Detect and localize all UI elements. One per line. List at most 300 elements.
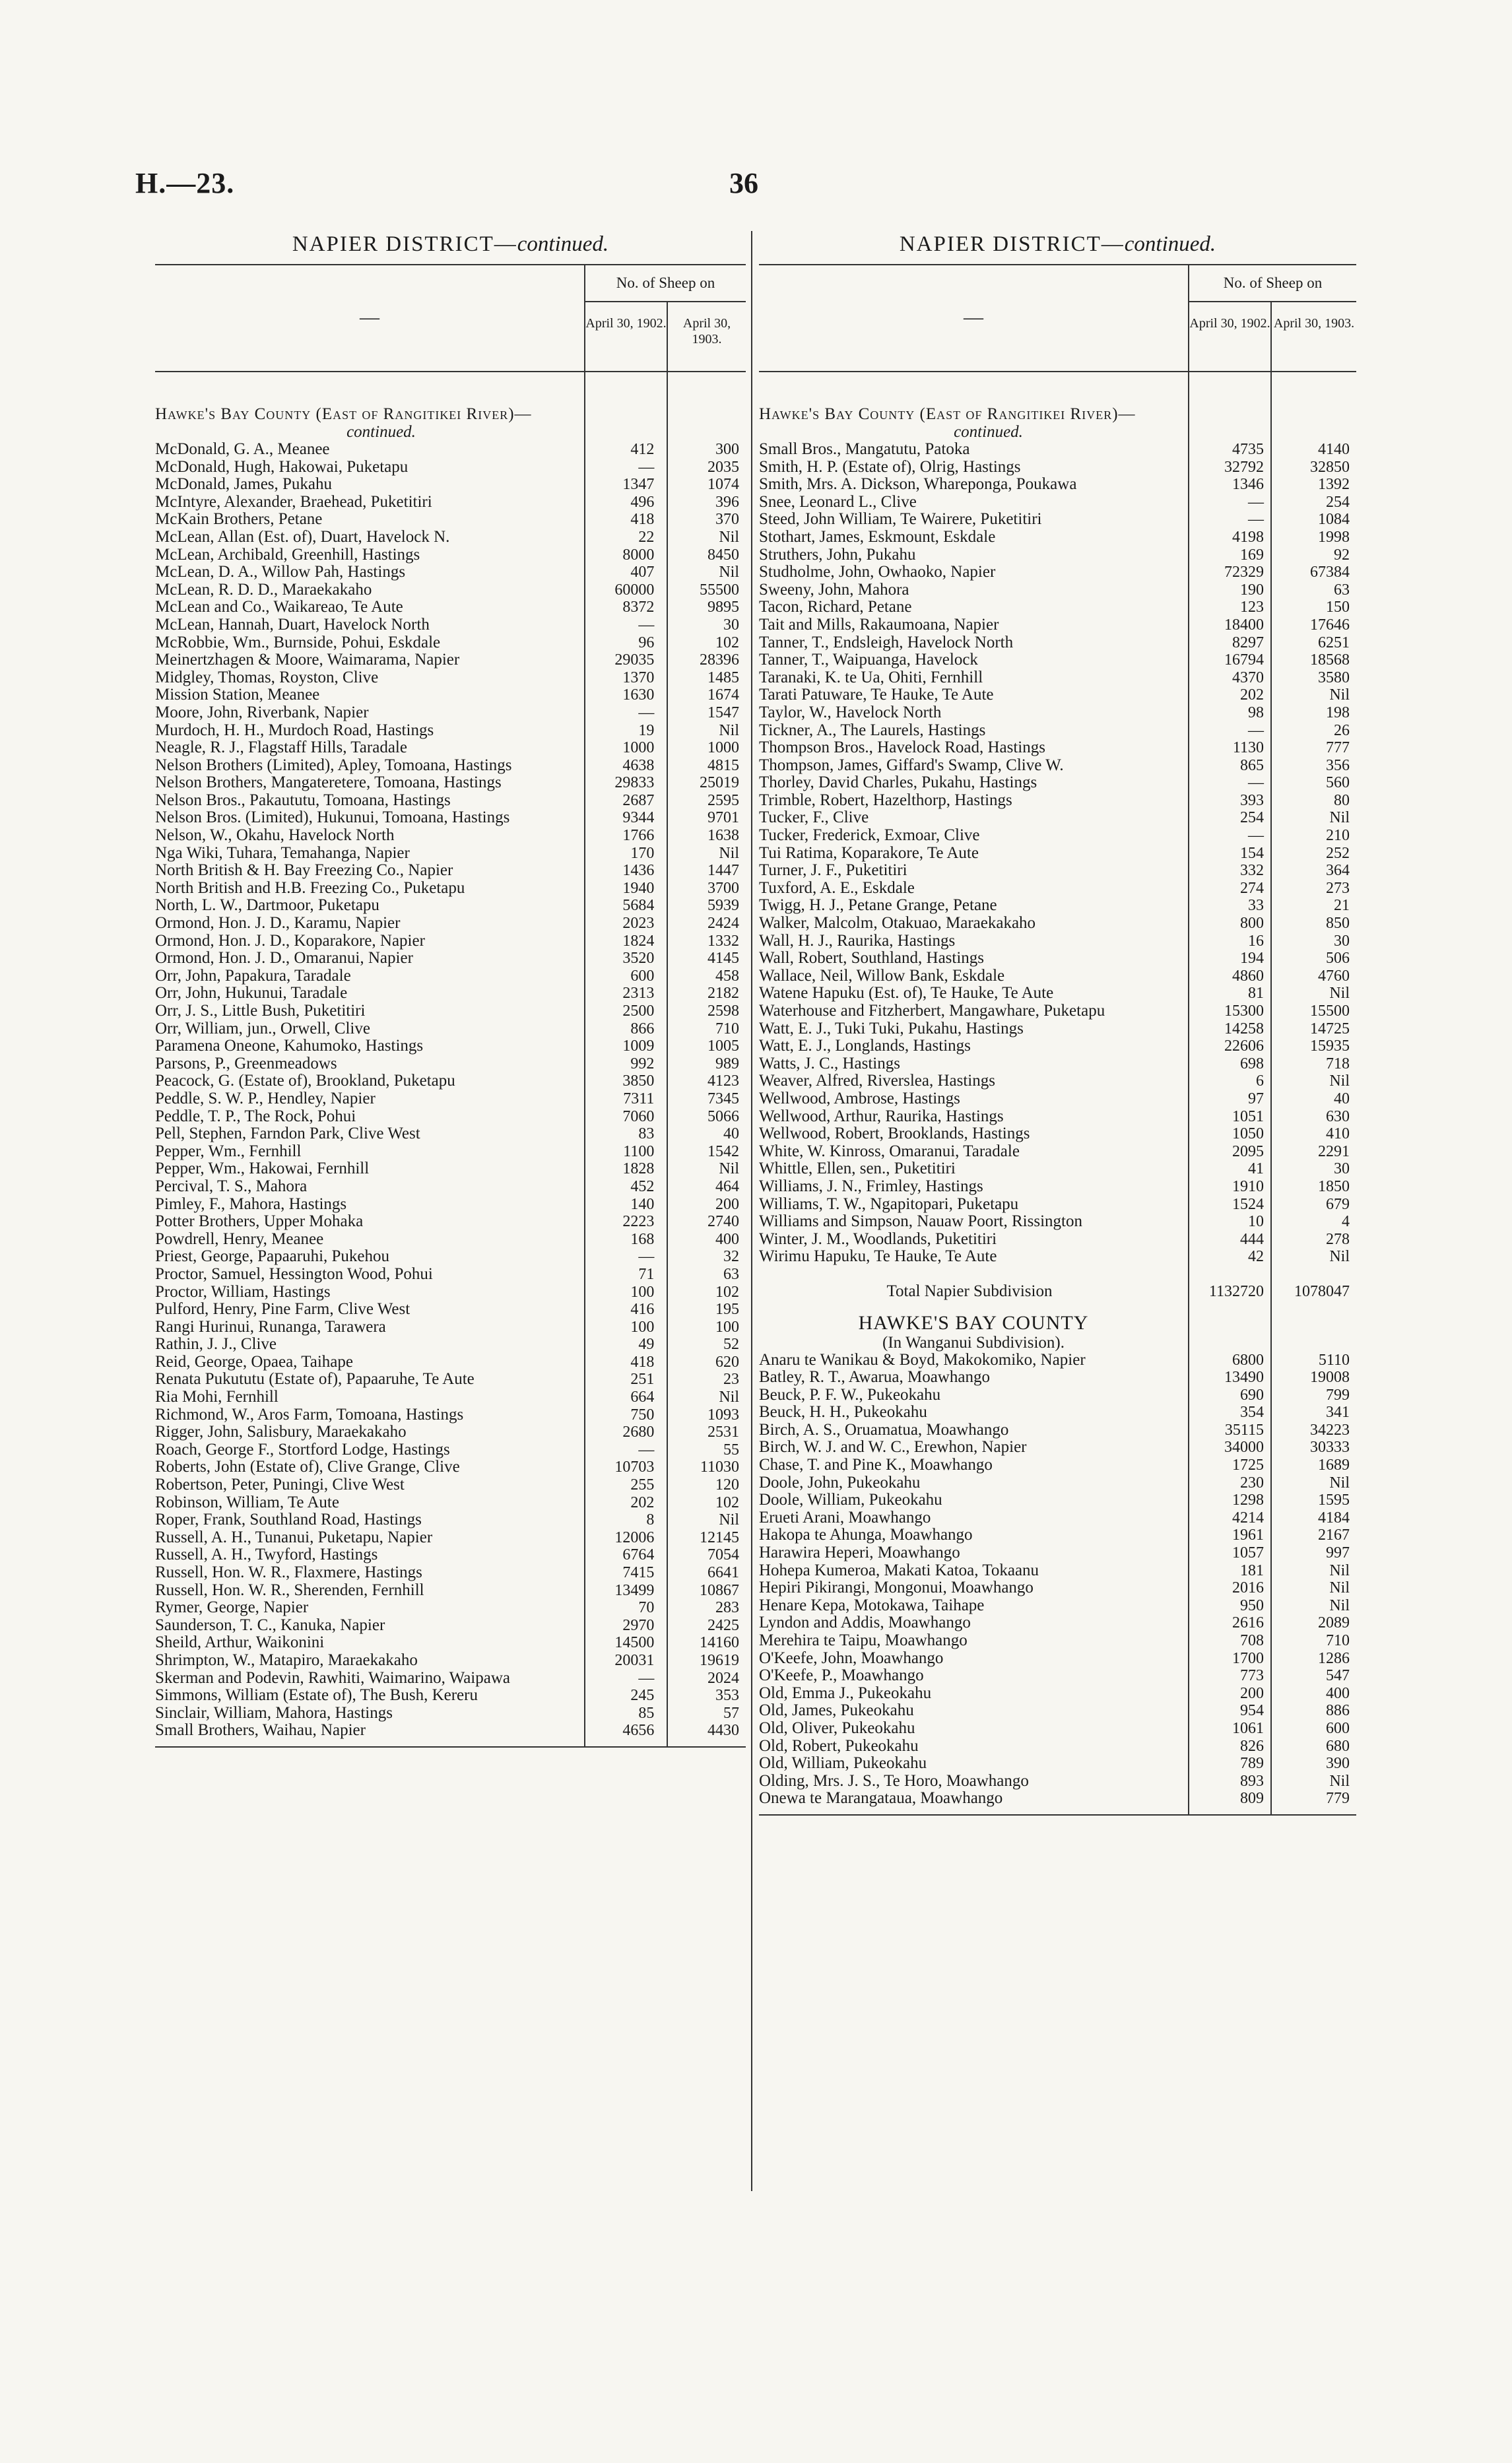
sheep-1903: 1074 <box>707 476 739 494</box>
table-row <box>759 933 1356 950</box>
sheep-1903: 63 <box>723 1265 739 1283</box>
table-row <box>155 651 746 669</box>
sheep-1902: 1961 <box>1232 1527 1264 1544</box>
sheep-1903: 1447 <box>707 862 739 880</box>
sheep-1903: 40 <box>1334 1090 1350 1107</box>
sheep-1902: 42 <box>1248 1248 1264 1266</box>
owner-name: Orr, John, Hukunui, Taradale <box>155 984 348 1002</box>
right-rows <box>759 441 1356 1266</box>
left-header-group: No. of Sheep on <box>584 265 746 302</box>
table-row <box>759 985 1356 1002</box>
owner-name: McDonald, Hugh, Hakowai, Puketapu <box>155 457 409 476</box>
owner-name: North, L. W., Dartmoor, Puketapu <box>155 896 379 915</box>
right-section-name: Hawke's Bay County (East of Rangitikei River)— <box>759 405 1136 423</box>
sheep-1902: 10703 <box>614 1459 655 1476</box>
owner-name: Thorley, David Charles, Pukahu, Hastings <box>759 773 1037 792</box>
table-row <box>759 722 1356 740</box>
owner-name: Henare Kepa, Motokawa, Taihape <box>759 1596 985 1614</box>
sheep-1903: 1000 <box>707 739 739 757</box>
left-section-name: Hawke's Bay County (East of Rangitikei River)— <box>155 405 532 423</box>
sheep-1902: 800 <box>1240 915 1264 933</box>
owner-name: Snee, Leonard L., Clive <box>759 492 917 511</box>
table-row <box>155 1248 746 1266</box>
table-row <box>155 546 746 564</box>
left-header-dash: — <box>360 306 379 328</box>
sheep-1903: 14725 <box>1310 1020 1350 1037</box>
owner-name: Anaru te Wanikau & Boyd, Makokomiko, Napier <box>759 1350 1086 1369</box>
table-row <box>759 1178 1356 1196</box>
table-row <box>155 1529 746 1547</box>
total-1903: 1078047 <box>1294 1282 1350 1300</box>
sheep-1903: Nil <box>719 528 739 546</box>
owner-name: O'Keefe, P., Moawhango <box>759 1666 924 1685</box>
sheep-1903: 600 <box>1326 1719 1350 1737</box>
sheep-1903: 2167 <box>1318 1527 1350 1544</box>
table-row <box>759 1231 1356 1249</box>
owner-name: Priest, George, Papaaruhi, Pukehou <box>155 1247 390 1266</box>
sheep-1902: 4735 <box>1232 441 1264 458</box>
owner-name: McLean, R. D. D., Maraekakaho <box>155 580 372 599</box>
sheep-1902: 2095 <box>1232 1142 1264 1160</box>
right-title-main: NAPIER DISTRICT— <box>899 232 1125 256</box>
owner-name: Nelson Bros. (Limited), Hukunui, Tomoana, Hastings <box>155 808 510 827</box>
table-row <box>759 1108 1356 1126</box>
table-row <box>155 1002 746 1020</box>
owner-name: Skerman and Podevin, Rawhiti, Waimarino, Waipawa <box>155 1668 511 1687</box>
table-row <box>155 1494 746 1512</box>
sheep-1903: 364 <box>1326 862 1350 880</box>
sheep-1902: 85 <box>638 1704 655 1722</box>
owner-name: Waterhouse and Fitzherbert, Mangawhare, Puketapu <box>759 1002 1105 1020</box>
table-row <box>155 1722 746 1740</box>
owner-name: Richmond, W., Aros Farm, Tomoana, Hastings <box>155 1405 464 1424</box>
owner-name: Old, William, Pukeokahu <box>759 1754 927 1773</box>
owner-name: Peacock, G. (Estate of), Brookland, Puketapu <box>155 1072 455 1090</box>
table-row <box>155 459 746 476</box>
owner-name: Sinclair, William, Mahora, Hastings <box>155 1703 393 1722</box>
sheep-1902: 1700 <box>1232 1649 1264 1667</box>
owner-name: Watts, J. C., Hastings <box>759 1054 900 1072</box>
table-row <box>759 968 1356 985</box>
sheep-1903: 7054 <box>707 1546 739 1564</box>
owner-name: Potter Brothers, Upper Mohaka <box>155 1212 364 1231</box>
table-row <box>759 1650 1356 1668</box>
table-row <box>759 651 1356 669</box>
owner-name: Hohepa Kumeroa, Makati Katoa, Tokaanu <box>759 1561 1039 1579</box>
sheep-1902: 7060 <box>622 1107 655 1125</box>
table-row <box>759 1020 1356 1038</box>
sheep-1902: 7415 <box>622 1564 655 1581</box>
right-header-group: No. of Sheep on <box>1188 265 1356 302</box>
sheep-1903: Nil <box>1329 1561 1350 1579</box>
owner-name: Orr, William, jun., Orwell, Clive <box>155 1019 370 1037</box>
owner-name: Russell, Hon. W. R., Flaxmere, Hastings <box>155 1563 422 1581</box>
sheep-1902: 71 <box>638 1265 655 1283</box>
table-row <box>759 616 1356 634</box>
sheep-1902: 954 <box>1240 1702 1264 1720</box>
table-row <box>155 669 746 687</box>
table-row <box>155 862 746 880</box>
sheep-1903: 779 <box>1326 1790 1350 1808</box>
table-row <box>155 1284 746 1301</box>
table-row <box>759 581 1356 599</box>
table-row <box>155 1231 746 1249</box>
table-row <box>759 1614 1356 1632</box>
left-rows <box>155 441 746 1740</box>
owner-name: Tickner, A., The Laurels, Hastings <box>759 721 986 739</box>
left-section-heading <box>155 405 746 441</box>
sheep-1902: 407 <box>630 564 655 581</box>
table-row <box>759 827 1356 845</box>
table-row <box>155 1670 746 1688</box>
owner-name: McLean, Allan (Est. of), Duart, Havelock N. <box>155 527 450 546</box>
sheep-1902: — <box>638 1669 655 1687</box>
page-reference: H.—23. <box>135 167 235 199</box>
owner-name: Proctor, Samuel, Hessington Wood, Pohui <box>155 1264 433 1283</box>
sheep-1902: 194 <box>1240 950 1264 968</box>
table-row <box>155 634 746 652</box>
owner-name: McLean, Hannah, Duart, Havelock North <box>155 615 430 634</box>
sheep-1903: 3700 <box>707 879 739 897</box>
sheep-1902: 992 <box>630 1055 655 1072</box>
sheep-1902: 698 <box>1240 1055 1264 1072</box>
sheep-1902: 1766 <box>622 827 655 845</box>
owner-name: Ormond, Hon. J. D., Omaranui, Napier <box>155 949 413 968</box>
sheep-1902: 1009 <box>622 1037 655 1055</box>
table-row <box>759 599 1356 616</box>
sheep-1903: 200 <box>715 1195 739 1213</box>
left-header-1903: April 30, 1903. <box>667 302 746 371</box>
sheep-1902: 893 <box>1240 1772 1264 1790</box>
left-table-body <box>155 372 746 1748</box>
table-row <box>759 704 1356 722</box>
owner-name: Sheild, Arthur, Waikonini <box>155 1633 325 1652</box>
owner-name: Turner, J. F., Puketitiri <box>759 861 907 880</box>
table-row <box>759 546 1356 564</box>
sheep-1902: 4656 <box>622 1722 655 1740</box>
sheep-1903: 30333 <box>1310 1439 1350 1457</box>
table-row <box>759 1509 1356 1527</box>
sheep-1902: 4198 <box>1232 528 1264 546</box>
sheep-1903: 23 <box>723 1371 739 1389</box>
owner-name: Peddle, T. P., The Rock, Pohui <box>155 1107 356 1125</box>
table-row <box>759 669 1356 687</box>
owner-name: Taylor, W., Havelock North <box>759 703 942 721</box>
owner-name: Tuxford, A. E., Eskdale <box>759 878 915 897</box>
owner-name: Taranaki, K. te Ua, Ohiti, Fernhill <box>759 668 983 686</box>
owner-name: Wellwood, Arthur, Raurika, Hastings <box>759 1107 1004 1125</box>
sheep-1902: 418 <box>630 1353 655 1371</box>
sheep-1902: 789 <box>1240 1755 1264 1773</box>
sheep-1903: 2089 <box>1318 1614 1350 1632</box>
sheep-1903: Nil <box>719 721 739 739</box>
sheep-1903: Nil <box>1329 809 1350 827</box>
sheep-1903: 680 <box>1326 1737 1350 1755</box>
table-row <box>759 1702 1356 1720</box>
right-section-cont: continued. <box>954 423 1023 441</box>
sheep-1903: Nil <box>719 844 739 862</box>
sheep-1903: 10867 <box>700 1581 739 1599</box>
sheep-1903: Nil <box>719 1160 739 1178</box>
table-row <box>155 1634 746 1652</box>
owner-name: Pimley, F., Mahora, Hastings <box>155 1195 347 1213</box>
sheep-1902: 1346 <box>1232 476 1264 494</box>
sheep-1902: 49 <box>638 1336 655 1354</box>
owner-name: Trimble, Robert, Hazelthorp, Hastings <box>759 791 1012 809</box>
sheep-1902: 2016 <box>1232 1579 1264 1597</box>
sheep-1902: 140 <box>630 1195 655 1213</box>
table-row <box>155 1213 746 1231</box>
owner-name: Studholme, John, Owhaoko, Napier <box>759 563 996 581</box>
sheep-1902: 1524 <box>1232 1195 1264 1213</box>
sheep-1902: 4860 <box>1232 967 1264 985</box>
owner-name: McLean and Co., Waikareao, Te Aute <box>155 598 403 616</box>
sheep-1903: 80 <box>1334 791 1350 809</box>
right-section-heading <box>759 405 1356 441</box>
left-table-header <box>155 264 746 372</box>
sheep-1903: 32850 <box>1310 458 1350 476</box>
sheep-1902: 70 <box>638 1599 655 1617</box>
owner-name: Wellwood, Robert, Brooklands, Hastings <box>759 1125 1030 1143</box>
sheep-1902: 72329 <box>1224 564 1264 581</box>
table-row <box>759 1369 1356 1387</box>
owner-name: Wallace, Neil, Willow Bank, Eskdale <box>759 966 1005 985</box>
left-title-main: NAPIER DISTRICT— <box>292 232 517 256</box>
owner-name: Orr, John, Papakura, Taradale <box>155 966 351 985</box>
owner-name: Nelson Brothers, Mangateretere, Tomoana, Hastings <box>155 773 502 792</box>
sheep-1902: 274 <box>1240 879 1264 897</box>
sheep-1903: 1542 <box>707 1142 739 1160</box>
table-row <box>759 862 1356 880</box>
table-row <box>759 494 1356 511</box>
sheep-1903: 252 <box>1326 844 1350 862</box>
sheep-1902: — <box>1248 493 1264 511</box>
sheep-1903: 55500 <box>700 581 739 599</box>
sheep-1903: 1332 <box>707 932 739 950</box>
sheep-1903: 850 <box>1326 915 1350 933</box>
sheep-1902: 393 <box>1240 791 1264 809</box>
owner-name: Percival, T. S., Mahora <box>155 1177 308 1195</box>
sheep-1903: 254 <box>1326 493 1350 511</box>
sheep-1902: — <box>1248 721 1264 739</box>
sheep-1903: 547 <box>1326 1667 1350 1685</box>
sheep-1903: 55 <box>723 1441 739 1459</box>
sheep-1903: 21 <box>1334 897 1350 915</box>
sheep-1903: 4815 <box>707 756 739 774</box>
sheep-1902: 1100 <box>623 1142 655 1160</box>
table-row <box>759 529 1356 546</box>
owner-name: Williams, J. N., Frimley, Hastings <box>759 1177 983 1195</box>
sheep-1902: 32792 <box>1224 458 1264 476</box>
sheep-1903: 710 <box>1326 1632 1350 1649</box>
sheep-1902: 600 <box>630 967 655 985</box>
sheep-1903: 63 <box>1334 581 1350 599</box>
owner-name: Ria Mohi, Fernhill <box>155 1388 279 1406</box>
sheep-1902: 2500 <box>622 1002 655 1020</box>
owner-name: Onewa te Marangataua, Moawhango <box>759 1789 1003 1808</box>
owner-name: Birch, W. J. and W. C., Erewhon, Napier <box>759 1438 1027 1457</box>
owner-name: Batley, R. T., Awarua, Moawhango <box>759 1368 990 1387</box>
sheep-1903: 19008 <box>1310 1369 1350 1387</box>
owner-name: Reid, George, Opaea, Taihape <box>155 1352 353 1371</box>
sheep-1902: 33 <box>1248 897 1264 915</box>
owner-name: Nga Wiki, Tuhara, Temahanga, Napier <box>155 843 410 862</box>
table-row <box>759 1002 1356 1020</box>
owner-name: McDonald, G. A., Meanee <box>155 440 330 458</box>
owner-name: McKain Brothers, Petane <box>155 510 323 529</box>
owner-name: Merehira te Taipu, Moawhango <box>759 1631 968 1649</box>
sheep-1902: 170 <box>630 844 655 862</box>
table-row <box>759 1125 1356 1143</box>
sheep-1902: 123 <box>1240 599 1264 616</box>
table-row <box>759 792 1356 810</box>
sheep-1903: 8450 <box>707 546 739 564</box>
sheep-1903: 4 <box>1342 1213 1350 1231</box>
sheep-1902: 16794 <box>1224 651 1264 669</box>
owner-name: Roach, George F., Stortford Lodge, Hastings <box>155 1440 450 1459</box>
owner-name: Old, Oliver, Pukeokahu <box>759 1719 915 1737</box>
sheep-1902: 245 <box>630 1687 655 1705</box>
sheep-1902: 60000 <box>614 581 655 599</box>
owner-name: Steed, John William, Te Wairere, Puketitiri <box>759 510 1042 529</box>
sheep-1902: 2023 <box>622 915 655 933</box>
table-row <box>155 1160 746 1178</box>
sheep-1902: 664 <box>630 1389 655 1406</box>
sheep-1902: 6 <box>1256 1072 1264 1090</box>
sheep-1903: 6251 <box>1318 634 1350 651</box>
sheep-1903: 710 <box>715 1020 739 1037</box>
table-row <box>759 1755 1356 1773</box>
owner-name: North British & H. Bay Freezing Co., Napier <box>155 861 453 880</box>
sheep-1902: 4370 <box>1232 669 1264 686</box>
sheep-1902: 81 <box>1248 985 1264 1002</box>
sheep-1903: Nil <box>719 1389 739 1406</box>
table-row <box>155 897 746 915</box>
table-row <box>155 722 746 740</box>
owner-name: O'Keefe, John, Moawhango <box>759 1649 944 1667</box>
table-row <box>759 1632 1356 1650</box>
sheep-1903: 2291 <box>1318 1142 1350 1160</box>
table-row <box>759 1055 1356 1073</box>
sheep-1903: 4123 <box>707 1072 739 1090</box>
table-row <box>155 1301 746 1319</box>
county-subheading: (In Wanganui Subdivision). <box>882 1333 1065 1352</box>
sheep-1902: 10 <box>1248 1213 1264 1231</box>
owner-name: Whittle, Ellen, sen., Puketitiri <box>759 1160 956 1178</box>
sheep-1902: 708 <box>1240 1632 1264 1649</box>
sheep-1903: 7345 <box>707 1090 739 1107</box>
sheep-1902: 1051 <box>1232 1107 1264 1125</box>
owner-name: Tucker, F., Clive <box>759 808 869 827</box>
table-row <box>155 1705 746 1723</box>
table-row <box>155 494 746 511</box>
owner-name: Orr, J. S., Little Bush, Puketitiri <box>155 1002 366 1020</box>
owner-name: Roper, Frank, Southland Road, Hastings <box>155 1511 422 1529</box>
owner-name: Doole, John, Pukeokahu <box>759 1473 921 1492</box>
owner-name: Meinertzhagen & Moore, Waimarama, Napier <box>155 651 460 669</box>
owner-name: Wall, Robert, Southland, Hastings <box>759 949 985 968</box>
sheep-1902: 8372 <box>622 599 655 616</box>
sheep-1902: 19 <box>638 721 655 739</box>
owner-name: Thompson, James, Giffard's Swamp, Clive W. <box>759 756 1064 774</box>
sheep-1902: — <box>638 704 655 721</box>
sheep-1903: 5110 <box>1318 1351 1350 1369</box>
table-row <box>759 511 1356 529</box>
sheep-1903: 630 <box>1326 1107 1350 1125</box>
sheep-1902: 181 <box>1240 1561 1264 1579</box>
sheep-1902: 690 <box>1240 1386 1264 1404</box>
sheep-1902: 1000 <box>622 739 655 757</box>
owner-name: Robinson, William, Te Aute <box>155 1493 339 1511</box>
owner-name: Paramena Oneone, Kahumoko, Hastings <box>155 1037 424 1055</box>
table-row <box>759 1597 1356 1615</box>
table-row <box>155 827 746 845</box>
table-row <box>155 880 746 898</box>
owner-name: Midgley, Thomas, Royston, Clive <box>155 668 379 686</box>
owner-name: Williams, T. W., Ngapitopari, Puketapu <box>759 1195 1019 1213</box>
column-divider <box>751 231 752 2191</box>
sheep-1903: 273 <box>1326 879 1350 897</box>
sheep-1902: 15300 <box>1224 1002 1264 1020</box>
table-row <box>759 1773 1356 1790</box>
table-row <box>155 845 746 863</box>
county-heading: HAWKE'S BAY COUNTY <box>858 1311 1089 1334</box>
table-row <box>155 1072 746 1090</box>
sheep-1903: 18568 <box>1310 651 1350 669</box>
sheep-1902: 3850 <box>622 1072 655 1090</box>
sheep-1903: 4140 <box>1318 441 1350 458</box>
owner-name: Nelson Brothers (Limited), Apley, Tomoana, Hastings <box>155 756 512 774</box>
table-row <box>759 1160 1356 1178</box>
owner-name: Watt, E. J., Tuki Tuki, Pukahu, Hastings <box>759 1019 1024 1037</box>
sheep-1902: — <box>638 1248 655 1266</box>
sheep-1902: 354 <box>1240 1404 1264 1422</box>
sheep-1903: Nil <box>719 1511 739 1529</box>
sheep-1903: 506 <box>1326 950 1350 968</box>
table-row <box>155 933 746 950</box>
table-row <box>759 774 1356 792</box>
sheep-1903: 120 <box>715 1476 739 1494</box>
table-row <box>155 599 746 616</box>
sheep-1902: 1824 <box>622 932 655 950</box>
sheep-1902: 83 <box>638 1125 655 1143</box>
sheep-1902: 452 <box>630 1177 655 1195</box>
sheep-1902: 1061 <box>1232 1719 1264 1737</box>
owner-name: Tanner, T., Waipuanga, Havelock <box>759 651 978 669</box>
table-row <box>155 1546 746 1564</box>
table-row <box>155 739 746 757</box>
sheep-1902: — <box>638 616 655 634</box>
sheep-1903: 32 <box>723 1248 739 1266</box>
right-table-body <box>759 372 1356 1816</box>
table-row <box>155 1055 746 1073</box>
right-title-italic: continued. <box>1124 232 1216 256</box>
owner-name: Watene Hapuku (Est. of), Te Hauke, Te Aute <box>759 984 1054 1002</box>
sheep-1903: 989 <box>715 1055 739 1072</box>
sheep-1903: 100 <box>715 1318 739 1336</box>
sheep-1903: 2024 <box>707 1669 739 1687</box>
owner-name: Wirimu Hapuku, Te Hauke, Te Aute <box>759 1247 997 1266</box>
sheep-1902: 169 <box>1240 546 1264 564</box>
sheep-1902: — <box>1248 827 1264 845</box>
sheep-1903: 12145 <box>700 1528 739 1546</box>
table-row <box>759 845 1356 863</box>
sheep-1902: 2223 <box>622 1213 655 1231</box>
sheep-1903: Nil <box>1329 1248 1350 1266</box>
sheep-1902: 773 <box>1240 1667 1264 1685</box>
table-row <box>759 1090 1356 1108</box>
sheep-1903: Nil <box>1329 1579 1350 1597</box>
